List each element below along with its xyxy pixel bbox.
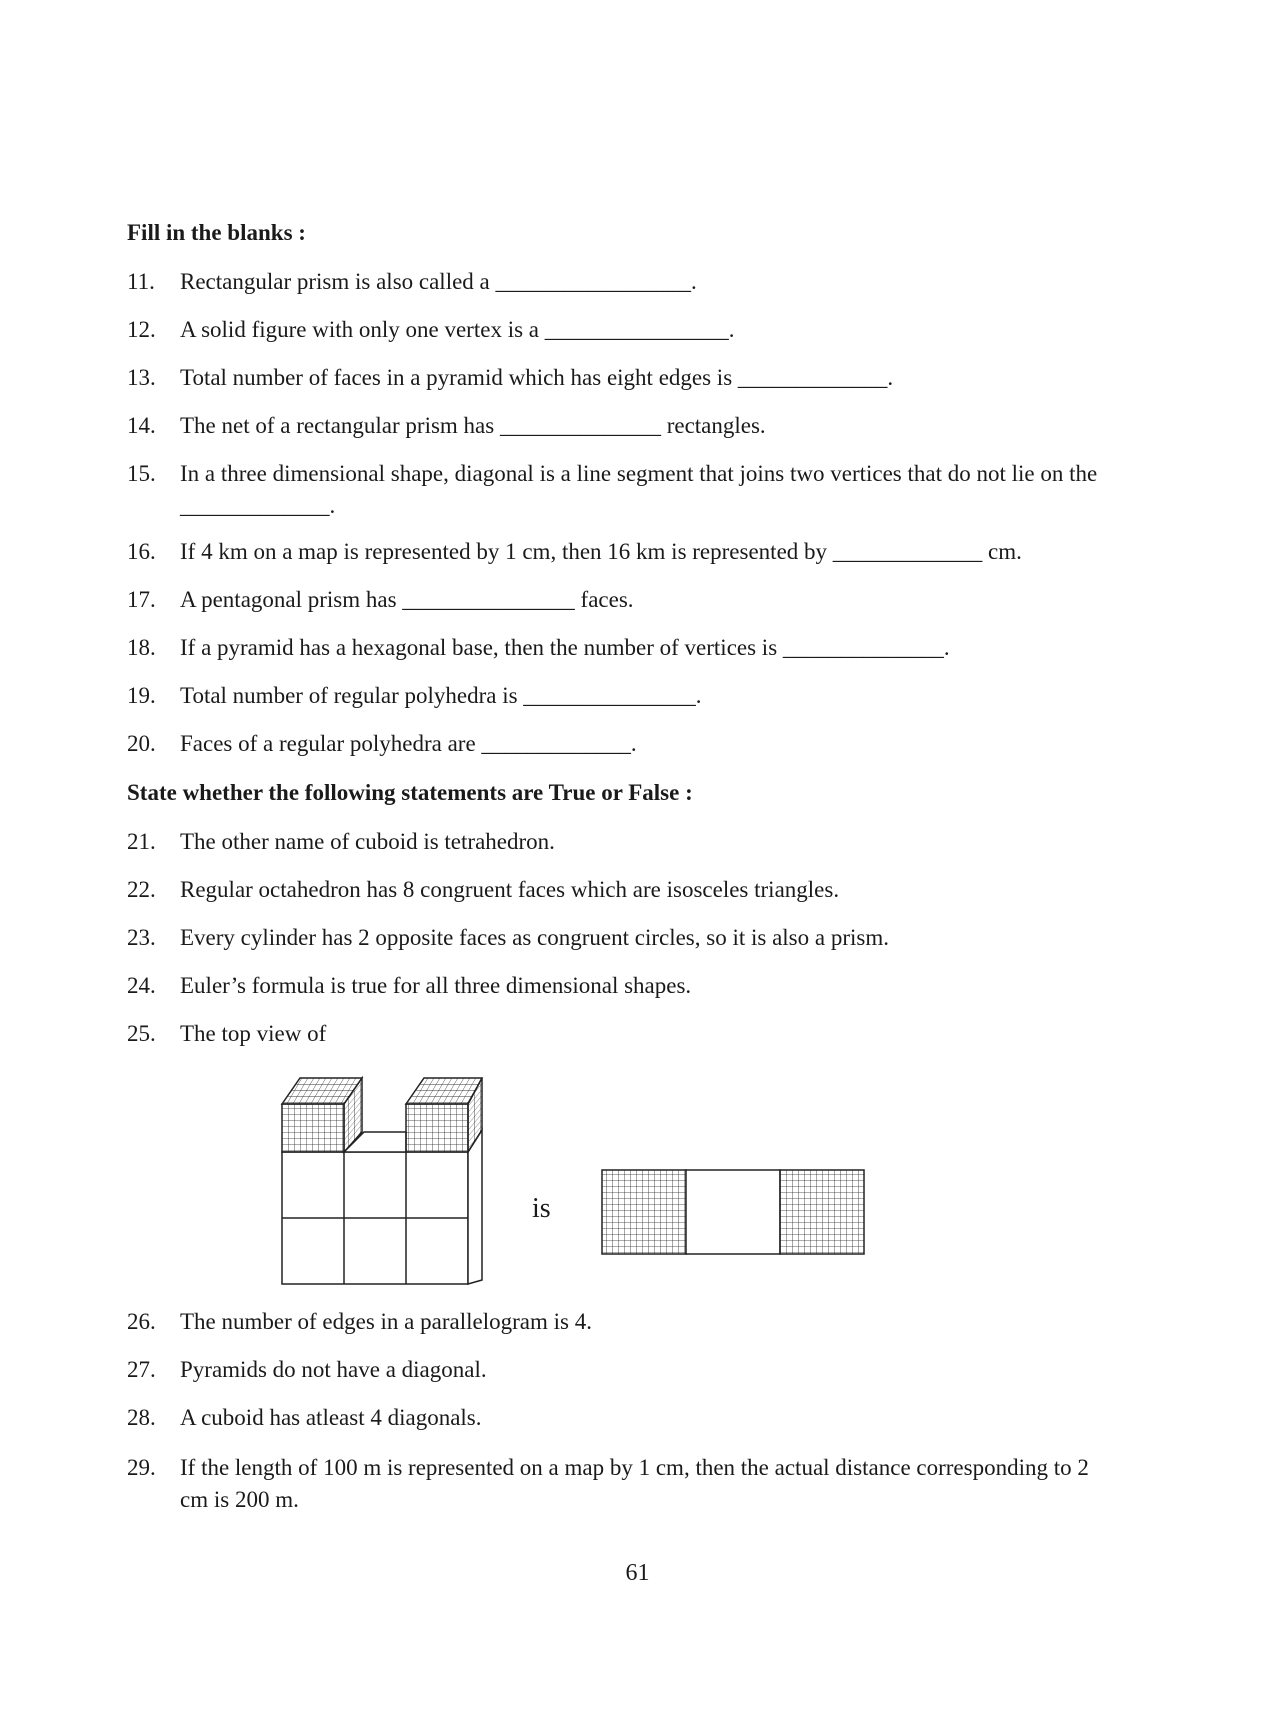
question-number: 20. <box>127 731 156 756</box>
question-number: 13. <box>127 365 156 390</box>
question-text: A solid figure with only one vertex is a ________________. <box>180 317 735 342</box>
question-text: Rectangular prism is also called a _________________. <box>180 269 697 294</box>
page-number: 61 <box>625 1560 650 1586</box>
question-number: 11. <box>127 269 155 294</box>
question-number: 18. <box>127 635 156 660</box>
question-text: cm is 200 m. <box>180 1487 299 1512</box>
question-text: The top view of <box>180 1021 327 1046</box>
question-text: _____________. <box>180 493 336 518</box>
question-text: Total number of regular polyhedra is _______________. <box>180 683 702 708</box>
question-number: 17. <box>127 587 156 612</box>
question-text: The number of edges in a parallelogram is 4. <box>180 1309 592 1334</box>
question-number: 16. <box>127 539 156 564</box>
question-number: 28. <box>127 1405 156 1430</box>
question-text: In a three dimensional shape, diagonal is a line segment that joins two vertices that do not lie on the <box>180 461 1098 486</box>
question-text: A cuboid has atleast 4 diagonals. <box>180 1405 482 1430</box>
question-text: If 4 km on a map is represented by 1 cm, then 16 km is represented by _____________ cm. <box>180 539 1022 564</box>
true-false-heading: State whether the following statements are True or False : <box>127 780 693 805</box>
figure-connector-text: is <box>532 1193 551 1224</box>
question-text: A pentagonal prism has _______________ faces. <box>180 587 634 612</box>
question-text: Euler’s formula is true for all three dimensional shapes. <box>180 973 692 998</box>
block-solid-figure <box>270 1060 490 1290</box>
question-number: 15. <box>127 461 156 486</box>
question-number: 21. <box>127 829 156 854</box>
question-text: Regular octahedron has 8 congruent faces which are isosceles triangles. <box>180 877 840 902</box>
question-text: Total number of faces in a pyramid which has eight edges is _____________. <box>180 365 894 390</box>
question-number: 12. <box>127 317 156 342</box>
question-number: 27. <box>127 1357 156 1382</box>
question-text: The net of a rectangular prism has ______________ rectangles. <box>180 413 766 438</box>
question-number: 23. <box>127 925 156 950</box>
question-number: 26. <box>127 1309 156 1334</box>
fill-blanks-heading: Fill in the blanks : <box>127 220 306 245</box>
question-number: 24. <box>127 973 156 998</box>
question-number: 25. <box>127 1021 156 1046</box>
question-text: If a pyramid has a hexagonal base, then the number of vertices is ______________. <box>180 635 950 660</box>
question-text: Pyramids do not have a diagonal. <box>180 1357 487 1382</box>
question-number: 19. <box>127 683 156 708</box>
question-text: Every cylinder has 2 opposite faces as congruent circles, so it is also a prism. <box>180 925 889 950</box>
question-number: 22. <box>127 877 156 902</box>
question-number: 29. <box>127 1455 156 1480</box>
question-text: Faces of a regular polyhedra are _____________. <box>180 731 637 756</box>
question-text: The other name of cuboid is tetrahedron. <box>180 829 555 854</box>
question-text: If the length of 100 m is represented on a map by 1 cm, then the actual distance corresponding to 2 <box>180 1455 1089 1480</box>
top-view-figure <box>600 1168 866 1258</box>
question-number: 14. <box>127 413 156 438</box>
